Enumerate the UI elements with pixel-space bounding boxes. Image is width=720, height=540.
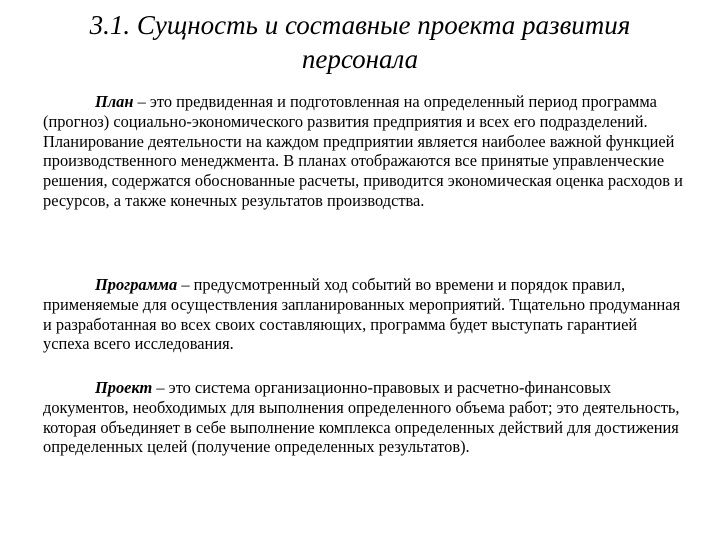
definition-project: – это система организационно-правовых и расчетно-финансовых документов, необходимых для выполнения определенного объема работ; это деятельность, которая объединяет в себе выполнение комплекса определенных действий для достижения определенных целей (получение определенных результатов). [43,378,680,457]
definition-program: – предусмотренный ход событий во времени и порядок правил, применяемые для осуществления запланированных мероприятий. Тщательно продуманная и разработанная во всех своих составляющих, программа будет выступать гарантией успеха всего исследования. [43,275,681,354]
definition-plan: – это предвиденная и подготовленная на определенный период программа (прогноз) социально-экономического развития предприятия и всех его подразделений. Планирование деятельности на каждом предприятии является наиболее важной функцией производственного менеджмента. В планах отображаются все принятые управленческие решения, содержатся обоснованные расчеты, приводится экономическая оценка расходов и ресурсов, а также конечных результатов производства. [43,92,683,210]
paragraph-project [43,378,683,457]
paragraph-program [43,275,683,354]
term-project: Проект [95,378,153,397]
slide-title: 3.1. Сущность и составные проекта развития персонала [89,10,631,74]
term-plan: План [95,92,134,111]
paragraph-plan [43,92,683,211]
term-program: Программа [95,275,178,294]
